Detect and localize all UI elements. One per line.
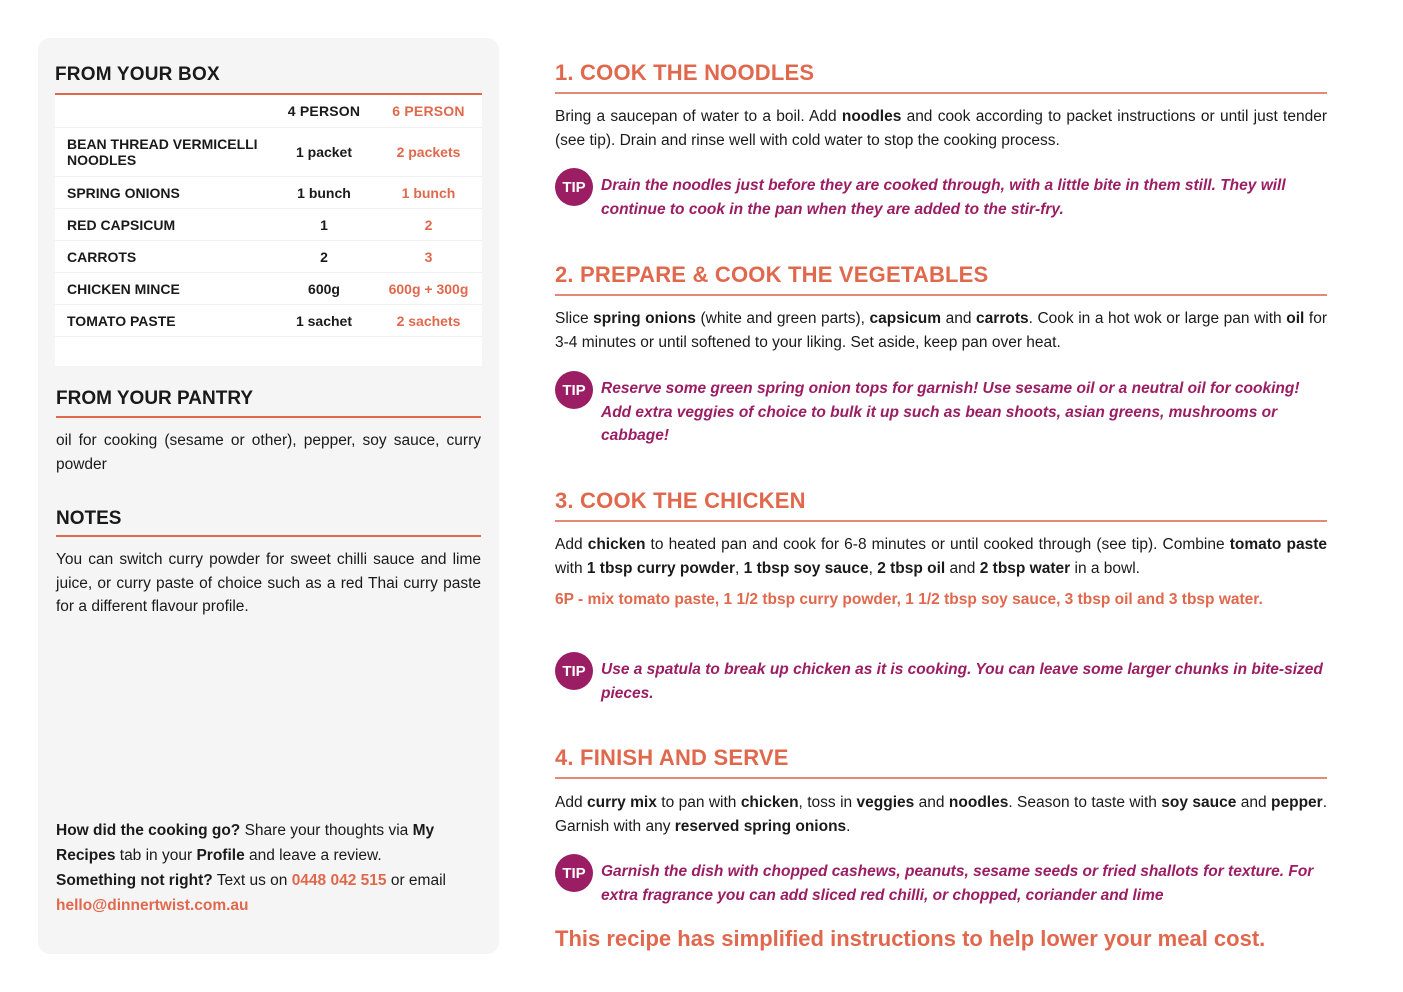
my-recipes-link: My Recipes [56, 822, 435, 864]
text: soy sauce [1161, 794, 1237, 811]
text: to heated pan and cook for 6-8 minutes or until cooked through (see tip). Combine [645, 536, 1230, 553]
text: oil [1286, 310, 1305, 327]
quantity-4-person: 2 [320, 248, 328, 265]
table-header-row [55, 95, 482, 128]
text: in a bowl. [1070, 559, 1140, 577]
step-3-6p-note: 6P - mix tomato paste, 1 1/2 tbsp curry powder, 1 1/2 tbsp soy sauce, 3 tbsp oil and 3 tbsp water. [555, 591, 1263, 608]
divider [555, 777, 1327, 779]
ingredients-table [55, 95, 482, 366]
divider [555, 520, 1327, 522]
text: and leave a review. [244, 847, 382, 864]
feedback-text [56, 818, 481, 918]
column-header-4-person: 4 PERSON [287, 103, 361, 119]
quantity-4-person: 1 bunch [297, 184, 351, 201]
quantity-4-person: 600g [308, 280, 340, 297]
text: . [846, 817, 851, 835]
text: (white and green parts), [695, 310, 870, 327]
text: , [868, 559, 878, 577]
text: chicken [740, 794, 799, 811]
text: Add [555, 794, 587, 811]
quantity-6-person: 600g + 300g [388, 280, 469, 297]
tip-text: Reserve some green spring onion tops for garnish! Use sesame oil or a neutral oil for cooking! Add extra veggies of choice to bulk it up such as bean shoots, asian greens, mushrooms or cabbage! [601, 380, 1300, 444]
text: tomato paste [1229, 536, 1327, 553]
step-1-title: 1. COOK THE NOODLES [555, 60, 815, 85]
text: 2 tbsp oil [877, 559, 946, 577]
step-3-tip [555, 658, 1327, 705]
text: Add [555, 536, 588, 553]
text: , [735, 559, 744, 577]
notes-text: You can switch curry powder for sweet chilli sauce and lime juice, or curry paste of choice such as a red Thai curry paste for a different flavour profile. [56, 551, 481, 615]
notes-title: NOTES [56, 508, 122, 529]
text: veggies [856, 794, 915, 811]
text: . Season to taste with [1008, 794, 1162, 811]
table-row [55, 305, 482, 337]
support-question: Something not right? [56, 872, 213, 889]
divider [56, 535, 481, 537]
step-2-title: 2. PREPARE & COOK THE VEGETABLES [555, 262, 989, 287]
table-row [55, 241, 482, 273]
table-row [55, 273, 482, 305]
step-3-title: 3. COOK THE CHICKEN [555, 488, 806, 513]
quantity-6-person: 3 [424, 248, 433, 265]
column-header-6-person: 6 PERSON [392, 103, 465, 119]
text: capsicum [869, 310, 942, 327]
tip-badge-icon: TIP [555, 168, 593, 206]
text: carrots [976, 310, 1029, 327]
ingredient-name: CHICKEN MINCE [67, 280, 180, 297]
ingredient-name: BEAN THREAD VERMICELLI NOODLES [67, 136, 258, 168]
text: or email [386, 872, 446, 889]
email-link[interactable]: hello@dinnertwist.com.au [56, 897, 249, 914]
ingredient-name: CARROTS [67, 248, 137, 265]
step-1-tip [555, 174, 1327, 221]
text: Share your thoughts via [240, 822, 413, 839]
profile-link: Profile [196, 847, 245, 864]
step-4-title: 4. FINISH AND SERVE [555, 745, 789, 770]
table-row [55, 128, 482, 177]
step-1-text [555, 105, 1327, 152]
quantity-6-person: 2 [424, 216, 433, 233]
quantity-4-person: 1 sachet [295, 312, 353, 329]
text: pepper [1271, 794, 1323, 811]
divider [555, 294, 1327, 296]
simplified-recipe-note: This recipe has simplified instructions to help lower your meal cost. [555, 926, 1266, 951]
tip-badge-icon: TIP [555, 652, 593, 690]
text: noodles [841, 108, 902, 125]
tip-text: Use a spatula to break up chicken as it is cooking. You can leave some larger chunks in bite-sized pieces. [601, 661, 1323, 702]
text: Slice [555, 310, 594, 327]
text: and [945, 559, 980, 577]
tip-text: Garnish the dish with chopped cashews, peanuts, sesame seeds or fried shallots for texture. For extra fragrance you can add sliced red chilli, or chopped, coriander and lime [601, 863, 1314, 904]
text: . Garnish with any [555, 794, 1328, 835]
text: 2 tbsp water [979, 559, 1071, 577]
ingredients-panel [38, 38, 499, 954]
from-your-pantry-title: FROM YOUR PANTRY [56, 388, 254, 409]
step-2-tip [555, 377, 1327, 448]
text: and cook according to packet instructions or until just tender (see tip). Drain and rinse well with cold water to stop the cooking process. [555, 108, 1327, 149]
text: and [1236, 794, 1272, 811]
step-3-text [555, 533, 1327, 580]
text: . Cook in a hot wok or large pan with [1028, 310, 1287, 327]
quantity-6-person: 1 bunch [401, 184, 456, 201]
text: chicken [587, 536, 646, 553]
step-4-text [555, 791, 1327, 838]
divider [56, 416, 481, 418]
phone-link[interactable]: 0448 042 515 [291, 872, 387, 889]
table-row [55, 177, 482, 209]
text: reserved spring onions [674, 817, 847, 835]
divider [555, 92, 1327, 94]
text: 1 tbsp soy sauce [743, 559, 869, 577]
text: noodles [948, 794, 1009, 811]
text: and [941, 310, 977, 327]
quantity-4-person: 1 [320, 216, 328, 233]
text: 1 tbsp curry powder [586, 559, 736, 577]
feedback-question: How did the cooking go? [56, 822, 241, 839]
text: with [555, 559, 587, 577]
from-your-box-title: FROM YOUR BOX [55, 64, 220, 85]
text: to pan with [656, 794, 741, 811]
tip-badge-icon: TIP [555, 854, 593, 892]
text: Bring a saucepan of water to a boil. Add [555, 108, 842, 125]
text: for 3-4 minutes or until softened to your liking. Set aside, keep pan over heat. [555, 310, 1327, 351]
text: curry mix [586, 794, 657, 811]
ingredient-name: RED CAPSICUM [67, 216, 176, 233]
text: spring onions [593, 310, 696, 327]
quantity-6-person: 2 packets [396, 144, 461, 160]
text: Text us on [212, 872, 292, 889]
step-2-text [555, 307, 1327, 354]
text: , toss in [798, 794, 857, 811]
quantity-6-person: 2 sachets [396, 312, 461, 329]
tip-text: Drain the noodles just before they are cooked through, with a little bite in them still. They will continue to cook in the pan when they are added to the stir-fry. [601, 177, 1286, 218]
ingredient-name: SPRING ONIONS [67, 184, 180, 201]
step-4-tip [555, 860, 1327, 907]
table-row [55, 209, 482, 241]
pantry-text: oil for cooking (sesame or other), pepper, soy sauce, curry powder [56, 432, 481, 473]
quantity-4-person: 1 packet [295, 144, 353, 160]
text: and [914, 794, 949, 811]
text: tab in your [115, 847, 197, 864]
tip-badge-icon: TIP [555, 371, 593, 409]
ingredient-name: TOMATO PASTE [67, 312, 176, 329]
